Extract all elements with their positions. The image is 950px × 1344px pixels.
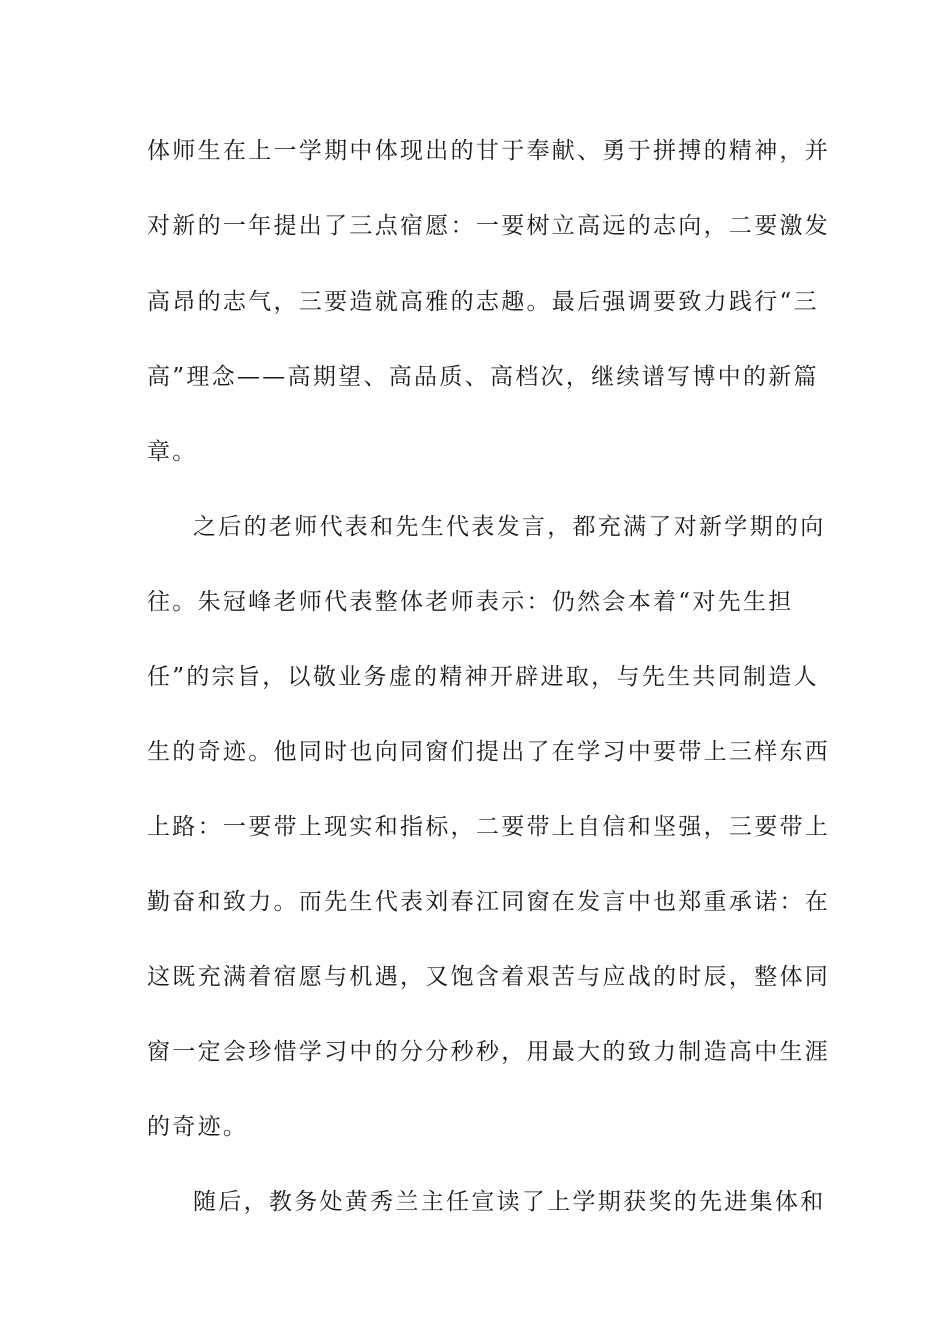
text-line: 体师生在上一学期中体现出的甘于奉献、勇于拼搏的精神，并 <box>147 138 831 164</box>
text-line: 这既充满着宿愿与机遇，又饱含着艰苦与应战的时辰，整体同 <box>147 964 831 990</box>
text-line: 的奇迹。 <box>147 1114 249 1140</box>
text-line: 高昂的志气，三要造就高雅的志趣。最后强调要致力践行“三 <box>147 289 819 315</box>
text-line: 窗一定会珍惜学习中的分分秒秒，用最大的致力制造高中生涯 <box>147 1039 831 1065</box>
text-line: 高”理念——高期望、高品质、高档次，继续谱写博中的新篇 <box>147 364 819 390</box>
text-line: 任”的宗旨，以敬业务虚的精神开辟进取，与先生共同制造人 <box>147 664 819 690</box>
text-line: 对新的一年提出了三点宿愿：一要树立高远的志向，二要激发 <box>147 213 831 239</box>
text-line: 生的奇迹。他同时也向同窗们提出了在学习中要带上三样东西 <box>147 739 831 765</box>
text-line: 上路：一要带上现实和指标，二要带上自信和坚强，三要带上 <box>147 814 831 840</box>
text-line: 勤奋和致力。而先生代表刘春江同窗在发言中也郑重承诺：在 <box>147 889 831 915</box>
paragraph-first-line: 随后，教务处黄秀兰主任宣读了上学期获奖的先进集体和 <box>193 1189 826 1215</box>
paragraph-first-line: 之后的老师代表和先生代表发言，都充满了对新学期的向 <box>193 514 826 540</box>
text-line: 章。 <box>147 439 198 465</box>
text-line: 往。朱冠峰老师代表整体老师表示：仍然会本着“对先生担 <box>147 589 794 615</box>
